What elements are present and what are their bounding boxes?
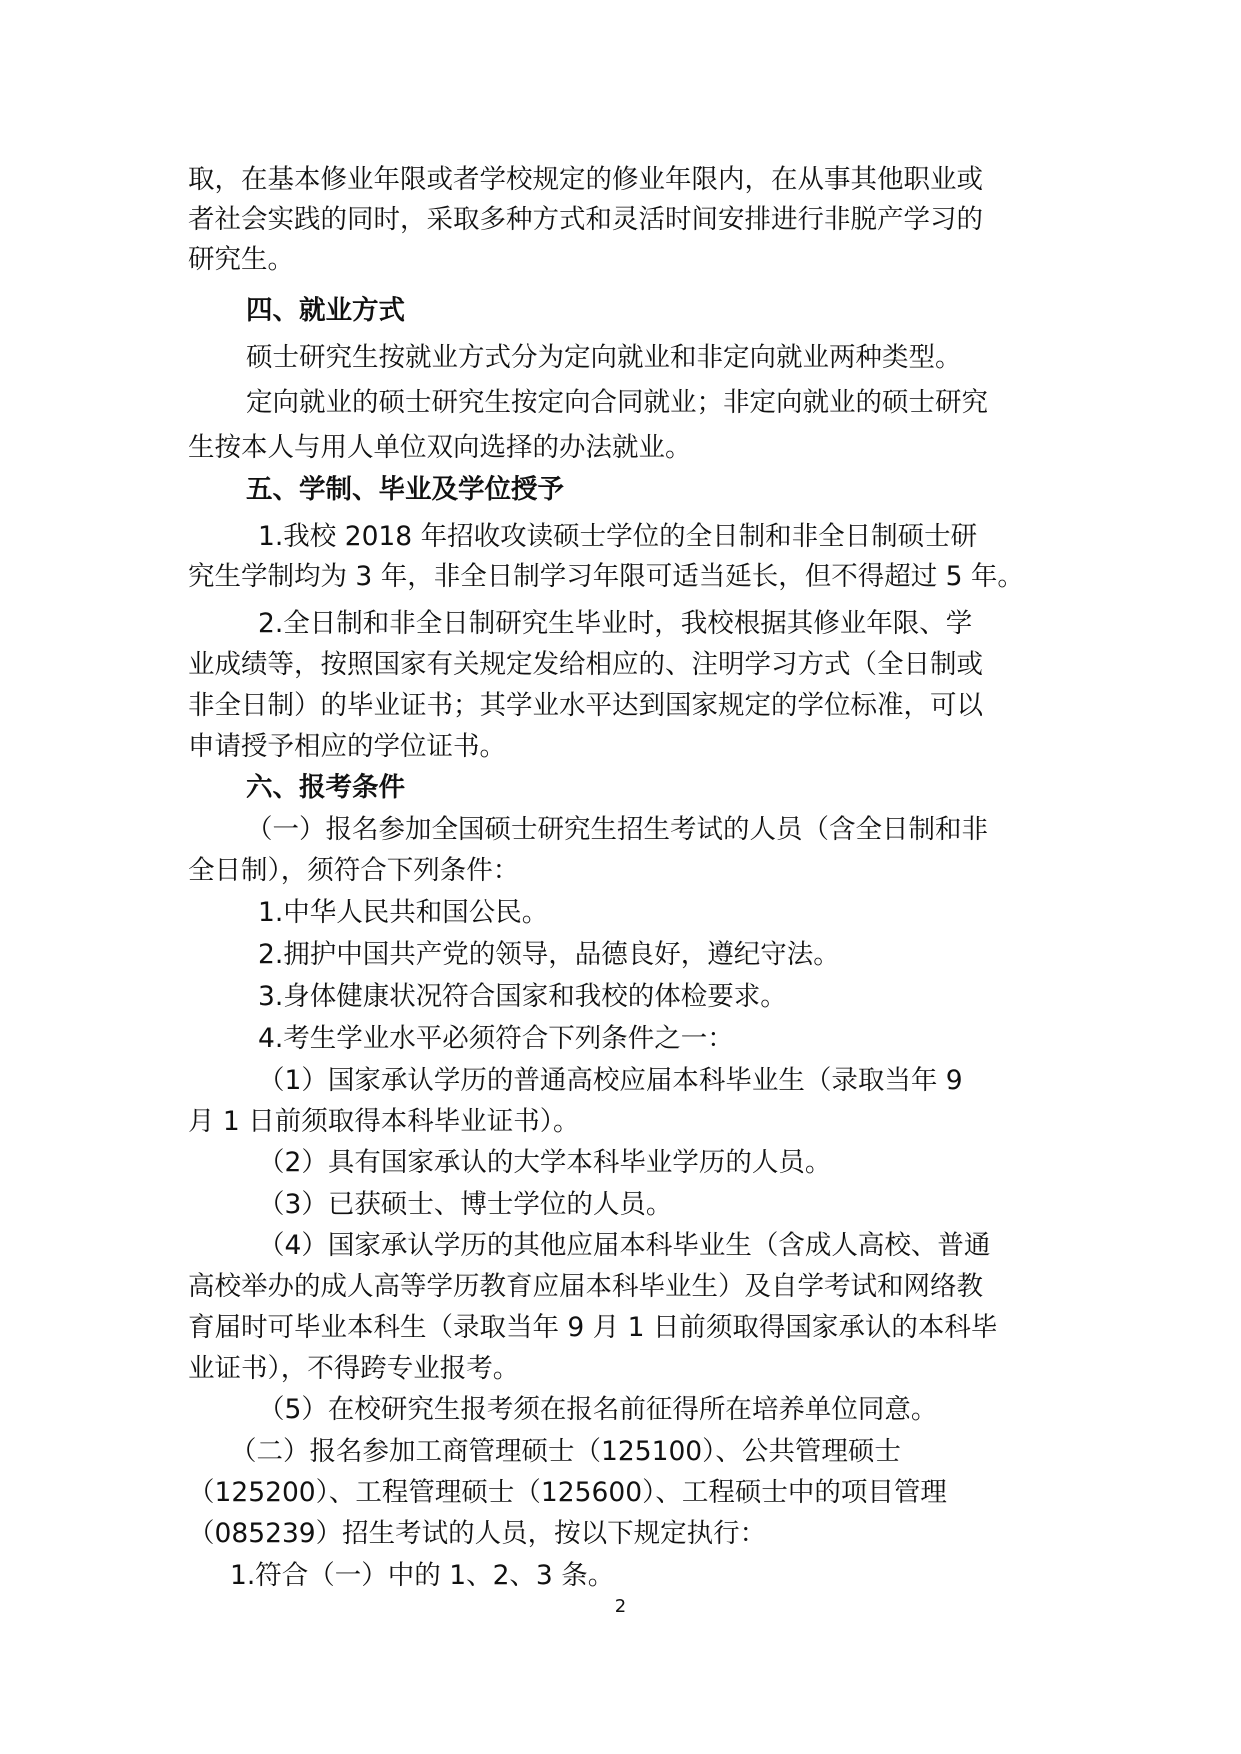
section-heading: 六、报考条件 (246, 772, 405, 803)
text-line: （125200）、工程管理硕士（125600）、工程硕士中的项目管理 (188, 1477, 947, 1508)
section-heading: 四、就业方式 (246, 295, 405, 326)
text-line: 2.全日制和非全日制研究生毕业时，我校根据其修业年限、学 (258, 608, 973, 639)
text-line: 3.身体健康状况符合国家和我校的体检要求。 (258, 981, 787, 1012)
text-line: （一）报名参加全国硕士研究生招生考试的人员（含全日制和非 (246, 814, 988, 845)
text-line: （二）报名参加工商管理硕士（125100）、公共管理硕士 (230, 1436, 901, 1467)
text-line: 者社会实践的同时，采取多种方式和灵活时间安排进行非脱产学习的 (188, 204, 983, 235)
text-line: 1.我校 2018 年招收攻读硕士学位的全日制和非全日制硕士研 (258, 521, 978, 552)
text-line: 研究生。 (188, 244, 294, 275)
text-line: 非全日制）的毕业证书；其学业水平达到国家规定的学位标准，可以 (188, 690, 983, 721)
text-line: （1）国家承认学历的普通高校应届本科毕业生（录取当年 9 (258, 1065, 963, 1096)
text-line: 高校举办的成人高等学历教育应届本科毕业生）及自学考试和网络教 (188, 1271, 983, 1302)
text-line: 全日制），须符合下列条件： (188, 855, 520, 886)
text-line: 业证书），不得跨专业报考。 (188, 1353, 520, 1384)
text-line: （085239）招生考试的人员，按以下规定执行： (188, 1518, 767, 1549)
section-heading: 五、学制、毕业及学位授予 (246, 474, 564, 505)
text-line: 1.中华人民共和国公民。 (258, 897, 549, 928)
text-line: 取，在基本修业年限或者学校规定的修业年限内，在从事其他职业或 (188, 164, 983, 195)
text-line: 月 1 日前须取得本科毕业证书）。 (188, 1106, 580, 1137)
text-line: （3）已获硕士、博士学位的人员。 (258, 1189, 673, 1220)
page-number: 2 (614, 1596, 627, 1617)
text-line: （5）在校研究生报考须在报名前征得所在培养单位同意。 (258, 1394, 938, 1425)
text-line: 申请授予相应的学位证书。 (188, 731, 506, 762)
text-line: 2.拥护中国共产党的领导，品德良好，遵纪守法。 (258, 939, 840, 970)
text-line: （2）具有国家承认的大学本科毕业学历的人员。 (258, 1147, 832, 1178)
text-line: 4.考生学业水平必须符合下列条件之一： (258, 1023, 734, 1054)
text-line: 育届时可毕业本科生（录取当年 9 月 1 日前须取得国家承认的本科毕 (188, 1312, 998, 1343)
text-line: 1.符合（一）中的 1、2、3 条。 (230, 1560, 615, 1591)
text-line: 究生学制均为 3 年，非全日制学习年限可适当延长，但不得超过 5 年。 (188, 561, 1024, 592)
text-line: 生按本人与用人单位双向选择的办法就业。 (188, 432, 692, 463)
text-line: 定向就业的硕士研究生按定向合同就业；非定向就业的硕士研究 (246, 387, 988, 418)
text-line: 硕士研究生按就业方式分为定向就业和非定向就业两种类型。 (246, 342, 962, 373)
text-line: 业成绩等，按照国家有关规定发给相应的、注明学习方式（全日制或 (188, 649, 983, 680)
text-line: （4）国家承认学历的其他应届本科毕业生（含成人高校、普通 (258, 1230, 991, 1261)
